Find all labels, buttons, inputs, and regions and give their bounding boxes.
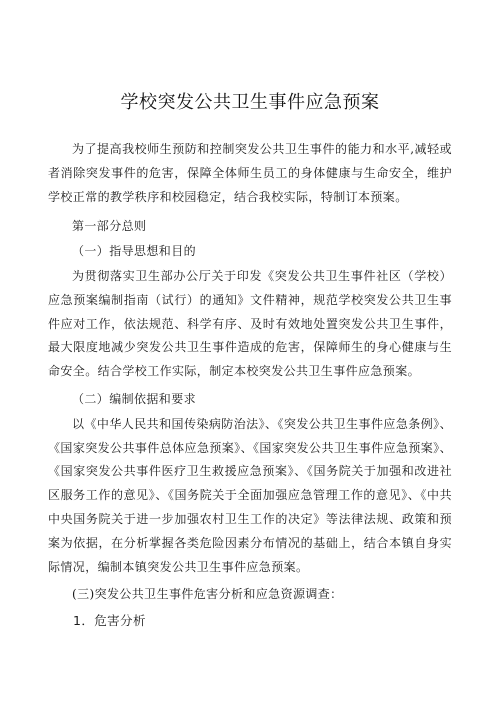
document-title: 学校突发公共卫生事件应急预案 [120,92,380,113]
section-heading-3: (三)突发公共卫生事件危害分析和应急资源调查： [72,587,343,602]
part-heading: 第一部分总则 [72,219,147,234]
section-heading-1: （一）指导思想和目的 [72,244,197,259]
document-body [48,138,452,633]
item-heading-1: 1．危害分析 [73,613,146,629]
section-body-2: 以《中华人民共和国传染病防治法》、《突发公共卫生事件应急条例》、《国家突发公共事件总体应急预案》、《国家突发公共卫生事件应急预案》、《国家突发公共事件医疗卫生救援应急预案》、《国务院关于加强和改进社区服务工作的意见》、《国务院关于全面加强应急管理工作的意见》、《中共中央国务院关于进一步加强农村卫生工作的决定》等法律法规、政策和预案为依据，在分析掌握各类危险因素分布情况的基础上，结合本镇自身实际情况，编制本镇突发公共卫生事件应急预案。 [48,416,452,574]
section-body-1: 为贯彻落实卫生部办公厅关于印发《突发公共卫生事件社区（学校）应急预案编制指南（试行）的通知》文件精神，规范学校突发公共卫生事件应对工作，依法规范、科学有序、及时有效地处置突发公共卫生事件，最大限度地减少突发公共卫生事件造成的危害，保障师生的身心健康与生命安全。结合学校工作实际，制定本校突发公共卫生事件应急预案。 [48,268,452,379]
intro-paragraph: 为了提高我校师生预防和控制突发公共卫生事件的能力和水平,减轻或者消除突发事件的危害，保障全体师生员工的身体健康与生命安全，维护学校正常的教学秩序和校园稳定，结合我校实际，特制订本预案。 [48,142,452,204]
section-heading-2: （二）编制依据和要求 [72,391,197,406]
